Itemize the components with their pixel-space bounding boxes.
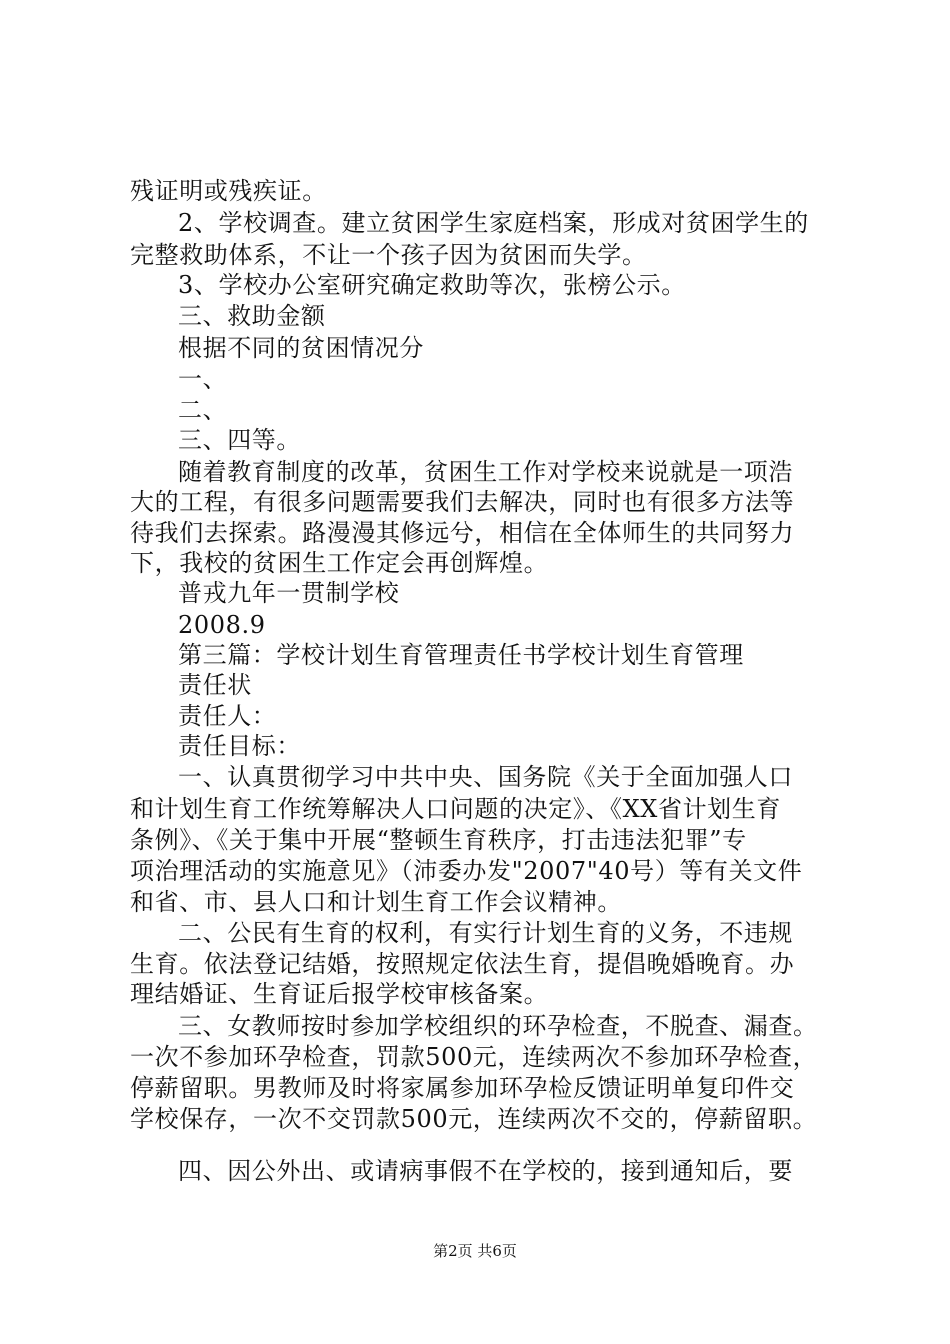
chapter-title-continued: 责任状 (178, 671, 252, 699)
text-line: 三、女教师按时参加学校组织的环孕检查，不脱查、漏查。 (178, 1012, 818, 1040)
text-line: 一次不参加环孕检查，罚款500元，连续两次不参加环孕检查， (130, 1043, 818, 1071)
text-line: 一、 (178, 365, 228, 393)
text-line: 停薪留职。男教师及时将家属参加环孕检反馈证明单复印件交 (130, 1074, 795, 1102)
signature-date: 2008.9 (178, 611, 266, 639)
text-line: 和计划生育工作统筹解决人口问题的决定》、《XX省计划生育 (130, 795, 781, 823)
text-line: 完整救助体系，不让一个孩子因为贫困而失学。 (130, 241, 647, 269)
text-line: 生育。依法登记结婚，按照规定依法生育，提倡晚婚晚育。办 (130, 950, 795, 978)
text-line: 一、认真贯彻学习中共中央、国务院《关于全面加强人口 (178, 763, 793, 791)
text-line: 根据不同的贫困情况分 (178, 334, 424, 362)
text-line: 二、公民有生育的权利，有实行计划生育的义务，不违规 (178, 919, 793, 947)
text-line: 责任目标： (178, 732, 301, 760)
text-line: 3、学校办公室研究确定救助等次，张榜公示。 (178, 271, 686, 299)
text-line: 条例》、《关于集中开展“整顿生育秩序，打击违法犯罪”专 (130, 826, 747, 854)
text-line: 四、因公外出、或请病事假不在学校的，接到通知后，要 (178, 1157, 793, 1185)
text-line: 残证明或残疾证。 (130, 177, 327, 205)
text-line: 项治理活动的实施意见》（沛委办发"2007"40号）等有关文件 (130, 857, 803, 885)
section-heading: 三、救助金额 (178, 302, 326, 330)
text-line: 和省、市、县人口和计划生育工作会议精神。 (130, 888, 622, 916)
text-line: 三、四等。 (178, 426, 301, 454)
text-line: 理结婚证、生育证后报学校审核备案。 (130, 980, 549, 1008)
chapter-title: 第三篇：学校计划生育管理责任书学校计划生育管理 (178, 641, 744, 669)
text-line: 学校保存，一次不交罚款500元，连续两次不交的，停薪留职。 (130, 1105, 818, 1133)
text-line: 下，我校的贫困生工作定会再创辉煌。 (130, 549, 549, 577)
page-number-footer: 第2页 共6页 (433, 1242, 517, 1260)
text-line: 2、学校调查。建立贫困学生家庭档案，形成对贫困学生的 (178, 209, 809, 237)
text-line: 待我们去探索。路漫漫其修远兮，相信在全体师生的共同努力 (130, 519, 795, 547)
text-line: 随着教育制度的改革，贫困生工作对学校来说就是一项浩 (178, 458, 793, 486)
signature-school: 普戎九年一贯制学校 (178, 579, 400, 607)
text-line: 二、 (178, 396, 228, 424)
text-line: 大的工程，有很多问题需要我们去解决，同时也有很多方法等 (130, 488, 795, 516)
text-line: 责任人： (178, 702, 277, 730)
